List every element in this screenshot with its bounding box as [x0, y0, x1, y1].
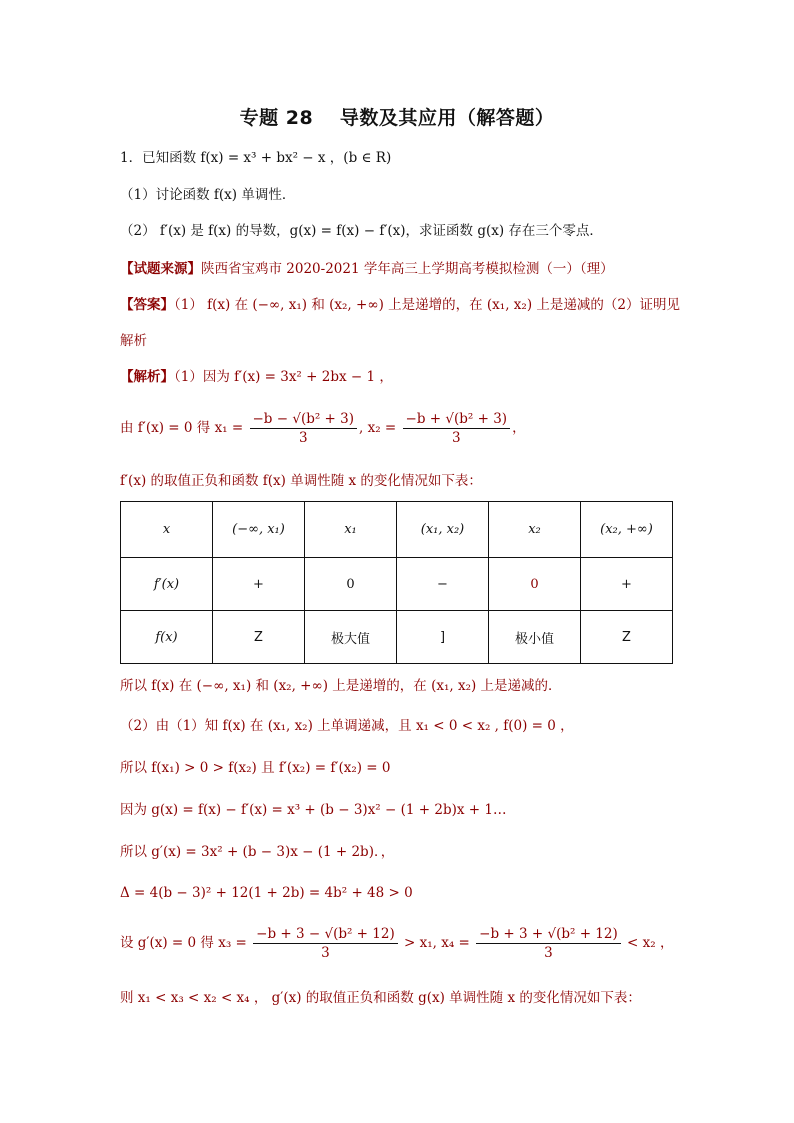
x4-denominator: 3: [544, 945, 553, 961]
x2-fraction: [403, 410, 511, 447]
analysis-line-1: [120, 367, 393, 387]
table-intro: f′(x) 的取值正负和函数 f(x) 单调性随 x 的变化情况如下表：: [120, 473, 482, 489]
answer-line-1: [120, 295, 680, 315]
analysis-g-derivative: 所以 g′(x) = 3x² + (b − 3)x − (1 + 2b)．，: [120, 844, 395, 860]
x4-fraction: [476, 925, 621, 962]
table-cell: x₁: [305, 502, 397, 558]
table-cell: x₂: [489, 502, 581, 558]
g-roots-suffix: < x₂ ，: [622, 935, 674, 951]
analysis-g-definition: 因为 g(x) = f(x) − f′(x) = x³ + (b − 3)x² − (1 + 2b)x + 1…: [120, 802, 507, 818]
table-cell: ]: [397, 611, 489, 664]
table-cell: x: [121, 502, 213, 558]
g-roots-equation: [120, 925, 673, 962]
table-cell: +: [213, 558, 305, 611]
question-part-1: （1）讨论函数 f(x) 单调性．: [120, 187, 296, 203]
analysis-tag: 【解析】: [120, 369, 174, 385]
table-cell: (x₁, x₂): [397, 502, 489, 558]
page-title: 专题 28 导数及其应用（解答题）: [239, 107, 555, 129]
analysis-conclusion-1: 所以 f(x) 在 (−∞, x₁) 和 (x₂, +∞) 上是递增的，在 (x₁, x₂) 上是递减的．: [120, 678, 562, 694]
x3-numerator: −b + 3 − √(b² + 12): [253, 925, 398, 944]
g-roots-middle: > x₁, x₄ =: [399, 935, 475, 951]
source-line: [120, 259, 614, 279]
table-row-function: [121, 611, 673, 664]
answer-line-2: 解析: [120, 333, 147, 349]
analysis-text-1: （1）因为 f′(x) = 3x² + 2bx − 1 ，: [174, 369, 393, 385]
table-cell: 0: [305, 558, 397, 611]
x1-denominator: 3: [298, 430, 308, 446]
table-header-row: [121, 502, 673, 558]
table-cell: Z: [581, 611, 673, 664]
roots-suffix: ，: [512, 420, 526, 436]
table-cell: f(x): [121, 611, 213, 664]
variation-table: [120, 501, 673, 664]
x4-numerator: −b + 3 + √(b² + 12): [476, 925, 621, 944]
x2-denominator: 3: [452, 430, 461, 446]
roots-equation: [120, 410, 526, 447]
g-roots-prefix: 设 g′(x) = 0 得 x₃ =: [120, 935, 252, 951]
table-cell: 0: [489, 558, 581, 611]
x1-fraction: [250, 410, 358, 447]
table-row-derivative: [121, 558, 673, 611]
answer-text-1: （1） f(x) 在 (−∞, x₁) 和 (x₂, +∞) 上是递增的，在 (x₁, x₂) 上是递减的（2）证明见: [174, 297, 680, 313]
analysis-discriminant: Δ = 4(b − 3)² + 12(1 + 2b) = 4b² + 48 > 0: [120, 885, 413, 901]
table-cell: (−∞, x₁): [213, 502, 305, 558]
analysis-part2-intro: （2）由（1）知 f(x) 在 (x₁, x₂) 上单调递减，且 x₁ < 0 < x₂ , f(0) = 0 ，: [120, 718, 574, 734]
table-cell: 极大值: [305, 611, 397, 664]
table-cell: 极小值: [489, 611, 581, 664]
x1-numerator: −b − √(b² + 3): [250, 410, 358, 429]
table-cell: +: [581, 558, 673, 611]
g-table-intro: 则 x₁ < x₃ < x₂ < x₄ ， g′(x) 的取值正负和函数 g(x) 单调性随 x 的变化情况如下表：: [120, 990, 641, 1006]
answer-tag: 【答案】: [120, 297, 174, 313]
x3-fraction: [253, 925, 398, 962]
analysis-inequality: 所以 f(x₁) > 0 > f(x₂) 且 f′(x₂) = f′(x₂) = 0: [120, 760, 391, 776]
table-cell: f′(x): [121, 558, 213, 611]
question-stem: 1．已知函数 f(x) = x³ + bx² − x ，(b ∈ R): [120, 150, 392, 166]
x2-numerator: −b + √(b² + 3): [403, 410, 511, 429]
table-cell: Z: [213, 611, 305, 664]
source-text: 陕西省宝鸡市 2020-2021 学年高三上学期高考模拟检测（一）（理）: [201, 261, 614, 277]
question-part-2: （2） f′(x) 是 f(x) 的导数，g(x) = f(x) − f′(x)，求证函数 g(x) 存在三个零点．: [120, 223, 603, 239]
source-tag: 【试题来源】: [120, 261, 201, 277]
roots-prefix: 由 f′(x) = 0 得 x₁ =: [120, 420, 248, 436]
roots-middle: , x₂ =: [359, 420, 401, 436]
x3-denominator: 3: [321, 945, 330, 961]
table-cell: (x₂, +∞): [581, 502, 673, 558]
table-cell: −: [397, 558, 489, 611]
